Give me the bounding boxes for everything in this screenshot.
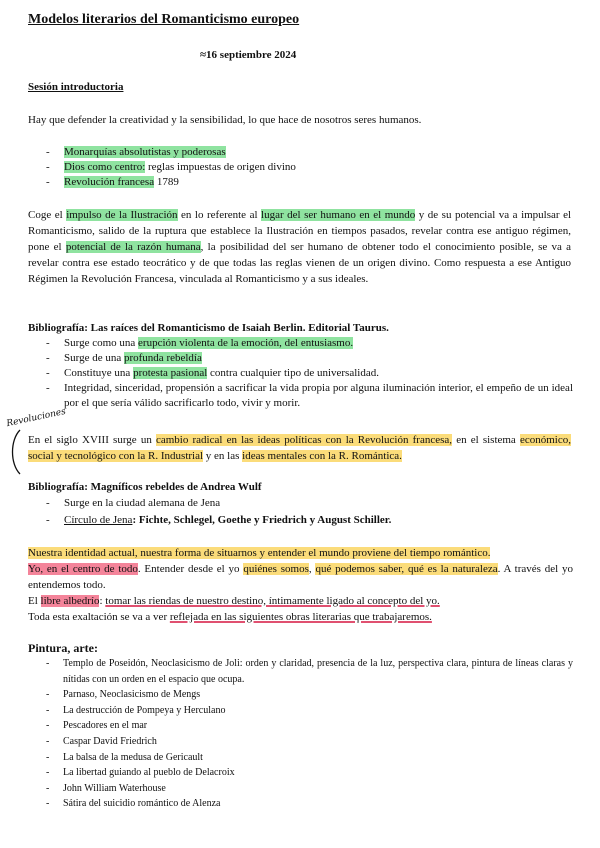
highlight-green: Monarquías absolutistas y poderosas <box>64 146 226 158</box>
biblio1-heading: Bibliografía: Las raíces del Romanticismo de Isaiah Berlin. Editorial Taurus. <box>28 322 389 334</box>
highlight-green: Dios como centro: <box>64 161 146 173</box>
list-item: - Pescadores en el mar <box>28 718 573 734</box>
list-item: - La destrucción de Pompeya y Herculano <box>28 703 573 719</box>
text-run: : Fichte, Schlegel, Goethe y Friedrich y August Schiller. <box>132 514 392 526</box>
margin-handwritten-note: Revoluciones <box>5 406 67 430</box>
highlight-yellow: ideas mentales con la R. Romántica. <box>242 450 402 462</box>
list-item <box>28 160 573 175</box>
art-heading: Pintura, arte: <box>28 641 98 655</box>
list-item: - Templo de Poseidón, Neoclasicismo de Joli: orden y claridad, presencia de la luz, perspectiva clara, pintura de líneas claras y nítidas con un orden en el espacio que ocupa. <box>28 656 573 687</box>
session-heading: Sesión introductoria <box>28 81 124 93</box>
highlight-green: lugar del ser humano en el mundo <box>261 209 416 221</box>
list-item-text: 1789 <box>154 176 179 188</box>
text-run: El <box>28 595 41 607</box>
margin-bracket-icon <box>6 428 26 476</box>
text-run: Toda esta exaltación se va a ver <box>28 611 170 623</box>
highlight-green: profunda rebeldía <box>123 352 202 364</box>
highlight-green: Revolución francesa <box>64 176 155 188</box>
list-item: - La balsa de la medusa de Gericault <box>28 750 573 766</box>
text-run: En el siglo XVIII surge un <box>28 434 156 446</box>
biblio1-list <box>28 336 573 411</box>
list-item: - Sátira del suicidio romántico de Alenza <box>28 796 573 812</box>
text-run: Constituye una <box>64 367 134 379</box>
highlight-green: protesta pasional <box>133 367 208 379</box>
text-run: en el sistema <box>452 434 520 446</box>
text-run: y en las <box>203 450 243 462</box>
text-run: , <box>308 563 316 575</box>
highlight-yellow: Nuestra identidad actual, nuestra forma de situarnos y entender el mundo proviene del tiempo romántico. <box>28 547 491 559</box>
session-intro: Hay que defender la creatividad y la sensibilidad, lo que hace de nosotros seres humanos. <box>28 114 422 126</box>
text-run: Surge como una <box>64 337 139 349</box>
identity-line <box>28 561 573 593</box>
paragraph-ilustracion <box>28 207 571 287</box>
text-run: en lo referente al <box>177 209 262 221</box>
biblio2-list <box>28 496 573 528</box>
list-item: - Parnaso, Neoclasicismo de Mengs <box>28 687 573 703</box>
list-item <box>28 351 573 366</box>
text-run: . A través del yo entendemos todo. <box>28 563 574 591</box>
highlight-green: impulso de la Ilustración <box>66 209 178 221</box>
highlight-red: Yo, en el centro de todo <box>28 563 138 575</box>
biblio2-heading: Bibliografía: Magníficos rebeldes de Andrea Wulf <box>28 481 262 493</box>
identity-line <box>28 545 573 561</box>
text-run: contra cualquier tipo de universalidad. <box>207 367 379 379</box>
identity-line <box>28 593 573 609</box>
session-bullet-list <box>28 145 573 190</box>
list-item: - John William Waterhouse <box>28 781 573 797</box>
identity-block <box>28 545 573 625</box>
highlight-yellow: económico, social y tecnológico con la R. Industrial <box>28 434 571 462</box>
paragraph-revoluciones <box>28 432 571 464</box>
art-list <box>28 656 573 812</box>
underline-red: reflejada en las siguientes obras literarias que trabajaremos. <box>169 611 432 623</box>
list-item <box>28 175 573 190</box>
text-run: : <box>99 595 106 607</box>
circulo-jena-label: Círculo de Jena <box>64 514 133 526</box>
list-item: - La libertad guiando al pueblo de Delacroix <box>28 765 573 781</box>
text-run: Integridad, sinceridad, propensión a sacrificar la vida propia por alguna iluminación interior, el empeño de un ideal por el que sería válido sacrificarlo todo, vivir y morir. <box>64 382 573 409</box>
text-run: Surge de una <box>64 352 124 364</box>
list-item <box>28 496 573 511</box>
list-item <box>28 145 573 160</box>
list-item <box>28 336 573 351</box>
list-item <box>28 366 573 381</box>
list-item-text: reglas impuestas de origen divino <box>145 161 296 173</box>
underline-red: tomar las riendas de nuestro destino, íntimamente ligado al concepto del yo. <box>105 595 440 607</box>
list-item <box>28 381 573 411</box>
highlight-yellow: quiénes somos <box>243 563 309 575</box>
list-item <box>28 513 573 528</box>
text-run: y de su potencial va a impulsar el Romanticismo, salido de la ruptura que establece la Ilustración en tiempos pasados, revelar contra ese antiguo régimen, pone el <box>28 209 572 253</box>
text-run: Coge el <box>28 209 67 221</box>
highlight-yellow: cambio radical en las ideas políticas con la Revolución francesa, <box>155 434 453 446</box>
text-run: . Entender desde el yo <box>137 563 244 575</box>
identity-line <box>28 609 573 625</box>
list-item: - Caspar David Friedrich <box>28 734 573 750</box>
highlight-green: potencial de la razón humana <box>65 241 201 253</box>
text-run: Surge en la ciudad alemana de Jena <box>64 497 221 509</box>
document-title: Modelos literarios del Romanticismo europeo <box>28 12 300 27</box>
text-run: , la posibilidad del ser humano de obtener todo el conocimiento posible, se va a revelar contra ese estado teocrático y de que todas las reglas vienen de un origen divino. Como respuesta a ese Antiguo Régimen la Revolución Francesa, vinculada al Romanticismo y a sus ideales. <box>28 241 572 285</box>
highlight-green: erupción violenta de la emoción, del entusiasmo. <box>138 337 354 349</box>
highlight-red: libre albedrío <box>40 595 100 607</box>
highlight-yellow: qué podemos saber, qué es la naturaleza <box>315 563 498 575</box>
document-date: ≈16 septiembre 2024 <box>200 49 297 61</box>
